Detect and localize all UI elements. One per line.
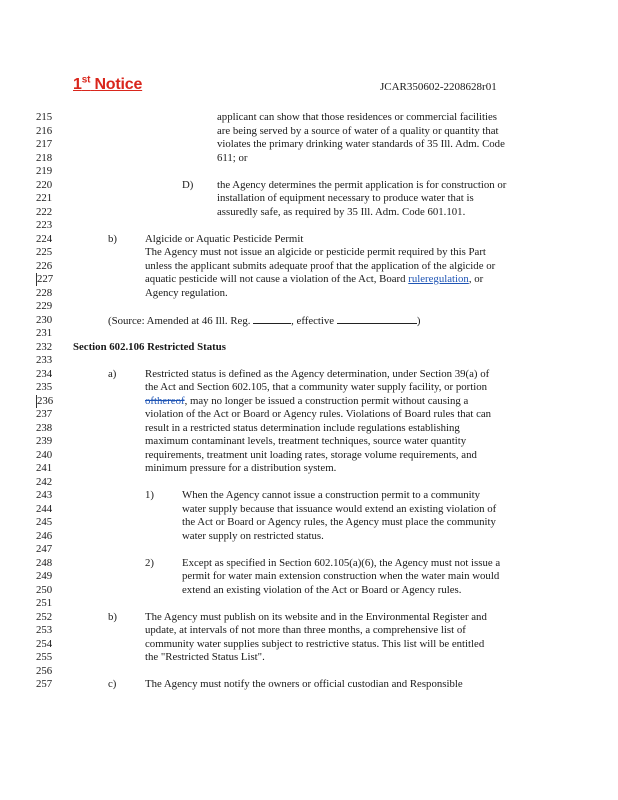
line-number: 232 [36, 340, 53, 353]
text-line: update, at intervals of not more than three months, a comprehensive list of [145, 624, 466, 636]
line-number: 233 [36, 354, 53, 366]
text-line: minimum pressure for a distribution system. [145, 462, 337, 474]
inserted-text: ruleregulation [408, 273, 469, 285]
text-line: the Act and Section 602.105, that a community water supply facility, or portion [145, 381, 488, 393]
text-line: result in a restricted status determination include regulations establishing [145, 421, 460, 434]
text-line: applicant can show that those residences or commercial facilities [217, 111, 498, 123]
line-number: 244 [36, 502, 53, 515]
item-label: a) [108, 367, 117, 380]
text-line: the Act or Board or Agency rules, the Agency must place the community [182, 516, 496, 528]
line-number: 216 [36, 124, 53, 137]
text-line: the Agency determines the permit application is for construction or [217, 178, 507, 191]
line-number: 229 [36, 300, 53, 312]
notice-title: 1st Notice [73, 74, 143, 93]
line-number: 242 [36, 475, 53, 488]
line-number: 217 [36, 138, 53, 150]
text-line: water supply on restricted status. [182, 529, 324, 542]
line-number: 240 [36, 448, 53, 461]
text-line: The Agency must publish on its website and in the Environmental Register and [145, 610, 487, 623]
text-line: installation of equipment necessary to produce water that is [217, 192, 474, 204]
line-number: 235 [36, 381, 53, 393]
line-number: 247 [36, 543, 53, 555]
item-label: 1) [145, 489, 154, 501]
line-number: 231 [36, 327, 53, 339]
line-number: 228 [36, 286, 53, 299]
line-number: 254 [36, 637, 53, 650]
section-heading: Section 602.106 Restricted Status [73, 340, 226, 353]
line-number: 243 [36, 489, 53, 501]
text-line: requirements, treatment unit loading rates, storage volume requirements, and [145, 448, 477, 461]
item-label: 2) [145, 556, 154, 569]
text-line: extend an existing violation of the Act or Board or Agency rules. [182, 583, 462, 596]
text-line: When the Agency cannot issue a construction permit to a community [182, 489, 481, 501]
text-line: the "Restricted Status List". [145, 651, 265, 663]
line-number: 237 [36, 408, 53, 420]
document-id: JCAR350602-2208628r01 [380, 81, 497, 93]
line-number: 219 [36, 165, 53, 177]
line-number: 223 [36, 219, 53, 231]
line-number: 249 [36, 570, 53, 582]
item-label: c) [108, 678, 117, 690]
line-number: 248 [36, 556, 53, 569]
line-number: 246 [36, 529, 53, 542]
line-number: 221 [36, 192, 53, 204]
line-number: 257 [36, 678, 53, 690]
item-label: D) [182, 178, 194, 191]
text-line: permit for water main extension construction when the water main would [182, 570, 500, 582]
line-number: 241 [36, 462, 53, 474]
item-label: b) [108, 610, 117, 623]
text-line: Agency regulation. [145, 286, 228, 299]
text-line: 611; or [217, 151, 248, 164]
source-note: (Source: Amended at 46 Ill. Reg. , effective ) [108, 314, 421, 327]
text-line: assuredly safe, as required by 35 Ill. Adm. Code 601.101. [217, 205, 466, 218]
text-line: Except as specified in Section 602.105(a)(6), the Agency must not issue a [182, 556, 501, 569]
text-line: ofthereof, may no longer be issued a construction permit without causing a [145, 394, 469, 407]
line-number: 253 [36, 624, 53, 636]
line-number: 252 [36, 610, 53, 623]
line-number: 256 [36, 664, 53, 677]
line-number: 236 [36, 395, 59, 408]
text-line: unless the applicant submits adequate proof that the application of the algicide or [145, 259, 496, 272]
line-number: 215 [36, 111, 53, 123]
deleted-text: ofthereof [145, 394, 185, 407]
line-number: 238 [36, 421, 53, 434]
text-line: The Agency must not issue an algicide or pesticide permit required by this Part [145, 246, 486, 258]
item-label: b) [108, 232, 117, 245]
line-number: 250 [36, 583, 53, 596]
text-line: The Agency must notify the owners or official custodian and Responsible [145, 678, 463, 690]
line-number: 227 [36, 273, 59, 286]
text-line: aquatic pesticide will not cause a violation of the Act, Board ruleregulation, or [145, 273, 484, 285]
subsection-title: Algicide or Aquatic Pesticide Permit [145, 232, 304, 245]
line-number: 224 [36, 232, 53, 245]
line-number: 225 [36, 246, 53, 258]
line-number: 230 [36, 313, 53, 326]
line-number: 245 [36, 516, 53, 528]
line-number: 239 [36, 435, 53, 447]
text-line: violation of the Act or Board or Agency rules. Violations of Board rules that can [145, 408, 492, 420]
line-number: 251 [36, 597, 53, 609]
text-line: community water supplies subject to restrictive status. This list will be entitled [145, 637, 485, 650]
line-number: 220 [36, 178, 53, 191]
text-line: Restricted status is defined as the Agency determination, under Section 39(a) of [145, 367, 490, 380]
line-number: 222 [36, 205, 53, 218]
line-number: 218 [36, 151, 53, 164]
text-line: are being served by a source of water of a quality or quantity that [217, 124, 499, 137]
text-line: violates the primary drinking water standards of 35 Ill. Adm. Code [217, 138, 505, 150]
line-number: 234 [36, 367, 53, 380]
line-number: 226 [36, 259, 53, 272]
line-number: 255 [36, 651, 53, 663]
text-line: maximum contaminant levels, treatment techniques, source water quantity [145, 435, 467, 447]
text-line: water supply because that issuance would extend an existing violation of [182, 502, 497, 515]
